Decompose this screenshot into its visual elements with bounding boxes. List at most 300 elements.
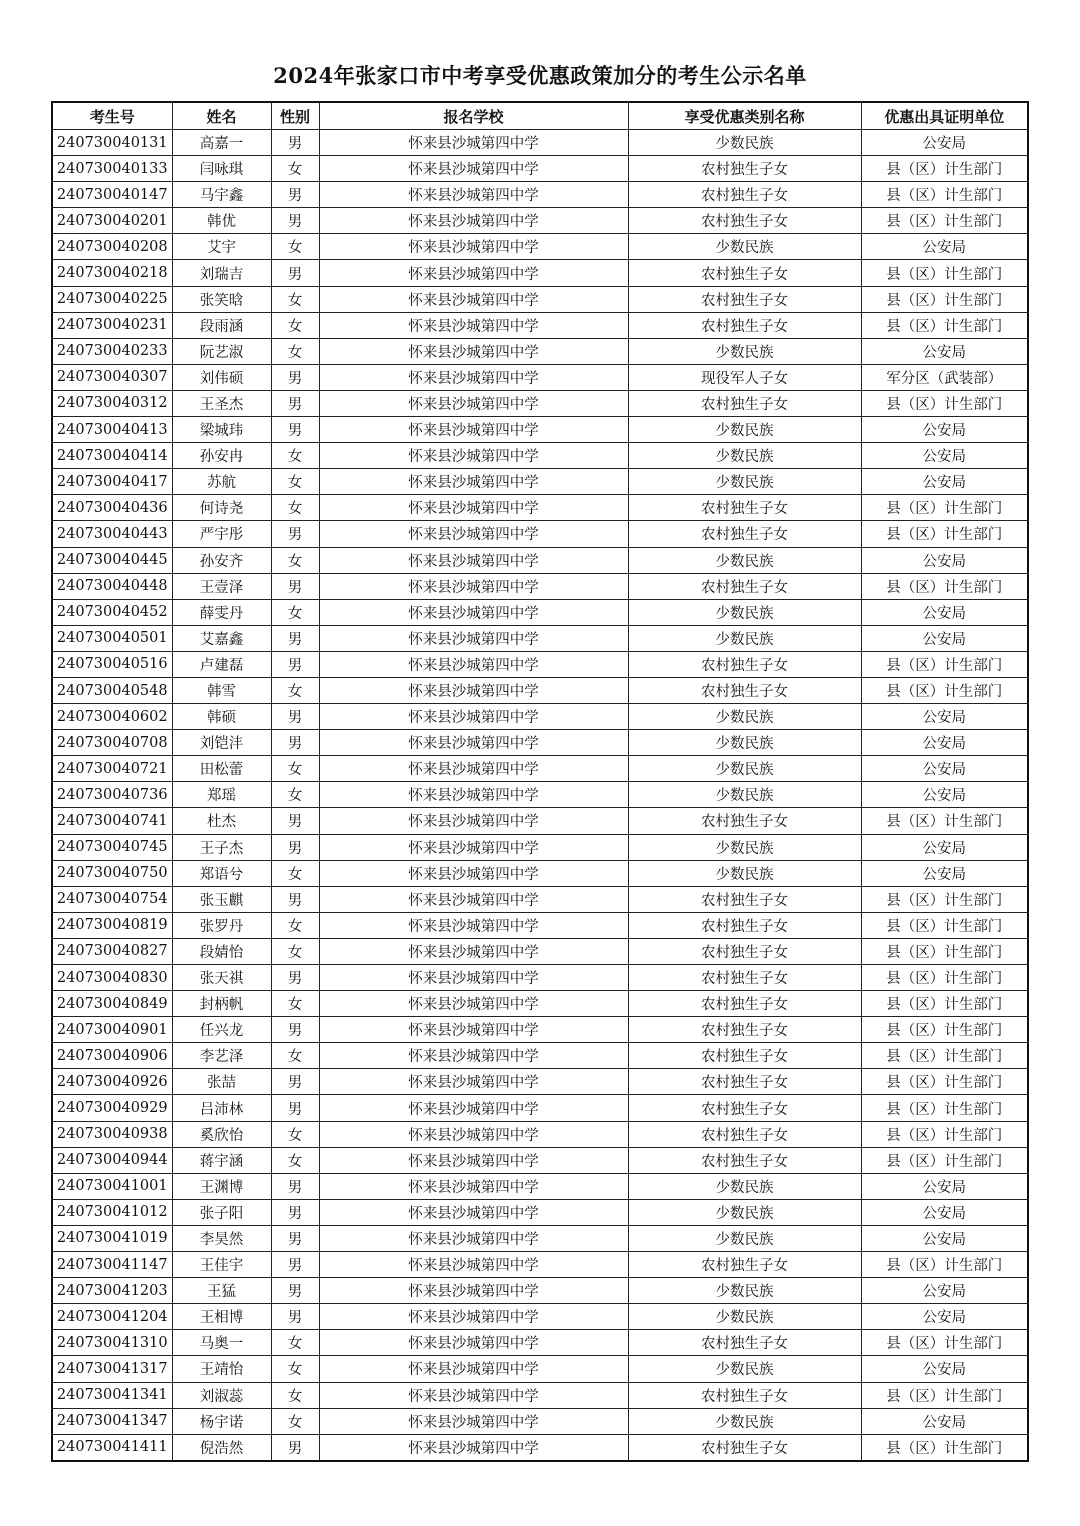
col-header-gender: 性别 [271, 102, 319, 130]
cell-exam-number: 240730040452 [52, 599, 172, 625]
cell-benefit-category: 农村独生子女 [628, 965, 861, 991]
table-row [52, 886, 1028, 912]
cell-school: 怀来县沙城第四中学 [319, 312, 628, 338]
cell-benefit-category: 少数民族 [628, 1173, 861, 1199]
cell-exam-number: 240730040819 [52, 912, 172, 938]
table-row [52, 1147, 1028, 1173]
cell-school: 怀来县沙城第四中学 [319, 364, 628, 390]
table-row [52, 286, 1028, 312]
cell-benefit-category: 农村独生子女 [628, 286, 861, 312]
cell-certifying-unit: 公安局 [861, 1173, 1028, 1199]
cell-gender: 男 [271, 364, 319, 390]
table-row [52, 1356, 1028, 1382]
cell-name: 吕沛林 [172, 1095, 271, 1121]
cell-school: 怀来县沙城第四中学 [319, 1199, 628, 1225]
cell-school: 怀来县沙城第四中学 [319, 1069, 628, 1095]
cell-certifying-unit: 县（区）计生部门 [861, 286, 1028, 312]
cell-school: 怀来县沙城第四中学 [319, 547, 628, 573]
cell-gender: 男 [271, 573, 319, 599]
cell-name: 韩硕 [172, 704, 271, 730]
cell-gender: 男 [271, 208, 319, 234]
cell-school: 怀来县沙城第四中学 [319, 1225, 628, 1251]
cell-benefit-category: 少数民族 [628, 625, 861, 651]
cell-gender: 女 [271, 547, 319, 573]
table-row [52, 130, 1028, 156]
cell-exam-number: 240730040443 [52, 521, 172, 547]
col-header-exam-number: 考生号 [52, 102, 172, 130]
cell-certifying-unit: 县（区）计生部门 [861, 495, 1028, 521]
cell-exam-number: 240730041204 [52, 1304, 172, 1330]
cell-gender: 男 [271, 390, 319, 416]
cell-exam-number: 240730040218 [52, 260, 172, 286]
cell-name: 李昊然 [172, 1225, 271, 1251]
cell-benefit-category: 少数民族 [628, 599, 861, 625]
table-row [52, 938, 1028, 964]
cell-school: 怀来县沙城第四中学 [319, 808, 628, 834]
cell-name: 蒋宇涵 [172, 1147, 271, 1173]
cell-school: 怀来县沙城第四中学 [319, 1356, 628, 1382]
cell-gender: 男 [271, 1252, 319, 1278]
cell-exam-number: 240730040231 [52, 312, 172, 338]
cell-school: 怀来县沙城第四中学 [319, 704, 628, 730]
table-row [52, 1408, 1028, 1434]
cell-name: 杨宇诺 [172, 1408, 271, 1434]
cell-certifying-unit: 县（区）计生部门 [861, 808, 1028, 834]
cell-name: 田松蕾 [172, 756, 271, 782]
cell-exam-number: 240730040750 [52, 860, 172, 886]
cell-certifying-unit: 县（区）计生部门 [861, 677, 1028, 703]
cell-name: 苏航 [172, 469, 271, 495]
table-row [52, 860, 1028, 886]
table-row [52, 312, 1028, 338]
cell-certifying-unit: 县（区）计生部门 [861, 156, 1028, 182]
table-row [52, 443, 1028, 469]
cell-school: 怀来县沙城第四中学 [319, 1252, 628, 1278]
cell-school: 怀来县沙城第四中学 [319, 860, 628, 886]
cell-benefit-category: 农村独生子女 [628, 677, 861, 703]
cell-gender: 男 [271, 417, 319, 443]
cell-exam-number: 240730040721 [52, 756, 172, 782]
cell-gender: 女 [271, 312, 319, 338]
cell-benefit-category: 农村独生子女 [628, 1069, 861, 1095]
cell-name: 刘伟硕 [172, 364, 271, 390]
table-row [52, 756, 1028, 782]
cell-school: 怀来县沙城第四中学 [319, 991, 628, 1017]
cell-name: 张笑晗 [172, 286, 271, 312]
cell-benefit-category: 农村独生子女 [628, 260, 861, 286]
cell-certifying-unit: 公安局 [861, 1408, 1028, 1434]
cell-gender: 女 [271, 991, 319, 1017]
cell-name: 韩雪 [172, 677, 271, 703]
cell-certifying-unit: 县（区）计生部门 [861, 991, 1028, 1017]
cell-exam-number: 240730041147 [52, 1252, 172, 1278]
table-row [52, 234, 1028, 260]
cell-benefit-category: 农村独生子女 [628, 1121, 861, 1147]
cell-name: 张玉麒 [172, 886, 271, 912]
table-row [52, 599, 1028, 625]
table-row [52, 1069, 1028, 1095]
table-row [52, 991, 1028, 1017]
cell-exam-number: 240730040312 [52, 390, 172, 416]
cell-exam-number: 240730041341 [52, 1382, 172, 1408]
cell-benefit-category: 农村独生子女 [628, 1252, 861, 1278]
cell-gender: 男 [271, 1017, 319, 1043]
cell-benefit-category: 少数民族 [628, 756, 861, 782]
cell-exam-number: 240730040147 [52, 182, 172, 208]
cell-certifying-unit: 公安局 [861, 834, 1028, 860]
cell-certifying-unit: 公安局 [861, 547, 1028, 573]
cell-benefit-category: 少数民族 [628, 1225, 861, 1251]
cell-gender: 男 [271, 1173, 319, 1199]
cell-certifying-unit: 县（区）计生部门 [861, 573, 1028, 599]
table-row [52, 1095, 1028, 1121]
cell-school: 怀来县沙城第四中学 [319, 573, 628, 599]
cell-gender: 男 [271, 808, 319, 834]
cell-exam-number: 240730040827 [52, 938, 172, 964]
cell-name: 王渊博 [172, 1173, 271, 1199]
table-row [52, 912, 1028, 938]
cell-certifying-unit: 公安局 [861, 338, 1028, 364]
cell-school: 怀来县沙城第四中学 [319, 938, 628, 964]
cell-exam-number: 240730041019 [52, 1225, 172, 1251]
candidate-table [51, 101, 1029, 1462]
cell-certifying-unit: 公安局 [861, 756, 1028, 782]
cell-gender: 男 [271, 625, 319, 651]
cell-benefit-category: 少数民族 [628, 1408, 861, 1434]
cell-certifying-unit: 县（区）计生部门 [861, 1017, 1028, 1043]
cell-exam-number: 240730041347 [52, 1408, 172, 1434]
table-body [52, 130, 1028, 1461]
cell-exam-number: 240730041310 [52, 1330, 172, 1356]
cell-name: 王圣杰 [172, 390, 271, 416]
cell-benefit-category: 少数民族 [628, 130, 861, 156]
table-row [52, 469, 1028, 495]
cell-exam-number: 240730040501 [52, 625, 172, 651]
cell-gender: 男 [271, 651, 319, 677]
table-row [52, 156, 1028, 182]
cell-certifying-unit: 县（区）计生部门 [861, 1069, 1028, 1095]
cell-benefit-category: 少数民族 [628, 1199, 861, 1225]
cell-benefit-category: 少数民族 [628, 1304, 861, 1330]
cell-school: 怀来县沙城第四中学 [319, 1095, 628, 1121]
cell-name: 马奥一 [172, 1330, 271, 1356]
cell-gender: 男 [271, 704, 319, 730]
cell-name: 封柄帆 [172, 991, 271, 1017]
cell-certifying-unit: 公安局 [861, 730, 1028, 756]
cell-school: 怀来县沙城第四中学 [319, 965, 628, 991]
table-header-row [52, 102, 1028, 130]
cell-exam-number: 240730040602 [52, 704, 172, 730]
cell-gender: 女 [271, 1408, 319, 1434]
table-row [52, 364, 1028, 390]
table-row [52, 1304, 1028, 1330]
table-row [52, 1173, 1028, 1199]
cell-exam-number: 240730040736 [52, 782, 172, 808]
cell-name: 倪浩然 [172, 1434, 271, 1461]
cell-name: 杜杰 [172, 808, 271, 834]
cell-gender: 男 [271, 182, 319, 208]
cell-name: 段婧怡 [172, 938, 271, 964]
cell-school: 怀来县沙城第四中学 [319, 234, 628, 260]
cell-benefit-category: 少数民族 [628, 338, 861, 364]
table-row [52, 1043, 1028, 1069]
cell-exam-number: 240730040938 [52, 1121, 172, 1147]
table-row [52, 1199, 1028, 1225]
cell-exam-number: 240730041012 [52, 1199, 172, 1225]
table-row [52, 260, 1028, 286]
cell-certifying-unit: 公安局 [861, 417, 1028, 443]
table-row [52, 1434, 1028, 1461]
cell-exam-number: 240730040417 [52, 469, 172, 495]
cell-school: 怀来县沙城第四中学 [319, 208, 628, 234]
cell-school: 怀来县沙城第四中学 [319, 1330, 628, 1356]
cell-certifying-unit: 县（区）计生部门 [861, 938, 1028, 964]
cell-school: 怀来县沙城第四中学 [319, 1147, 628, 1173]
cell-certifying-unit: 县（区）计生部门 [861, 886, 1028, 912]
cell-gender: 男 [271, 1095, 319, 1121]
cell-name: 王壹泽 [172, 573, 271, 599]
cell-benefit-category: 农村独生子女 [628, 1095, 861, 1121]
cell-benefit-category: 农村独生子女 [628, 1017, 861, 1043]
table-row [52, 1121, 1028, 1147]
cell-certifying-unit: 县（区）计生部门 [861, 390, 1028, 416]
cell-gender: 男 [271, 886, 319, 912]
cell-name: 薛雯丹 [172, 599, 271, 625]
cell-school: 怀来县沙城第四中学 [319, 834, 628, 860]
cell-benefit-category: 农村独生子女 [628, 938, 861, 964]
cell-certifying-unit: 县（区）计生部门 [861, 965, 1028, 991]
cell-exam-number: 240730041203 [52, 1278, 172, 1304]
cell-gender: 女 [271, 1147, 319, 1173]
cell-certifying-unit: 县（区）计生部门 [861, 1382, 1028, 1408]
cell-school: 怀来县沙城第四中学 [319, 417, 628, 443]
cell-school: 怀来县沙城第四中学 [319, 469, 628, 495]
table-row [52, 677, 1028, 703]
cell-gender: 女 [271, 912, 319, 938]
cell-exam-number: 240730041001 [52, 1173, 172, 1199]
cell-benefit-category: 农村独生子女 [628, 156, 861, 182]
cell-benefit-category: 农村独生子女 [628, 495, 861, 521]
cell-certifying-unit: 县（区）计生部门 [861, 1121, 1028, 1147]
cell-exam-number: 240730041317 [52, 1356, 172, 1382]
cell-certifying-unit: 县（区）计生部门 [861, 1434, 1028, 1461]
cell-certifying-unit: 县（区）计生部门 [861, 912, 1028, 938]
cell-gender: 女 [271, 286, 319, 312]
cell-gender: 男 [271, 1278, 319, 1304]
cell-certifying-unit: 公安局 [861, 704, 1028, 730]
table-row [52, 495, 1028, 521]
cell-certifying-unit: 公安局 [861, 625, 1028, 651]
cell-exam-number: 240730040436 [52, 495, 172, 521]
table-row [52, 1330, 1028, 1356]
table-row [52, 182, 1028, 208]
cell-exam-number: 240730040926 [52, 1069, 172, 1095]
cell-certifying-unit: 公安局 [861, 1356, 1028, 1382]
cell-benefit-category: 农村独生子女 [628, 991, 861, 1017]
cell-school: 怀来县沙城第四中学 [319, 338, 628, 364]
cell-name: 韩优 [172, 208, 271, 234]
cell-school: 怀来县沙城第四中学 [319, 912, 628, 938]
cell-exam-number: 240730040414 [52, 443, 172, 469]
table-row [52, 1278, 1028, 1304]
cell-name: 王佳宇 [172, 1252, 271, 1278]
cell-school: 怀来县沙城第四中学 [319, 1173, 628, 1199]
cell-exam-number: 240730040445 [52, 547, 172, 573]
cell-certifying-unit: 县（区）计生部门 [861, 1095, 1028, 1121]
table-row [52, 625, 1028, 651]
cell-gender: 女 [271, 443, 319, 469]
cell-benefit-category: 少数民族 [628, 547, 861, 573]
cell-school: 怀来县沙城第四中学 [319, 625, 628, 651]
cell-certifying-unit: 县（区）计生部门 [861, 1252, 1028, 1278]
cell-gender: 女 [271, 156, 319, 182]
cell-gender: 女 [271, 677, 319, 703]
cell-school: 怀来县沙城第四中学 [319, 1017, 628, 1043]
cell-certifying-unit: 公安局 [861, 782, 1028, 808]
cell-name: 刘淑蕊 [172, 1382, 271, 1408]
cell-school: 怀来县沙城第四中学 [319, 130, 628, 156]
cell-benefit-category: 少数民族 [628, 1278, 861, 1304]
cell-name: 高嘉一 [172, 130, 271, 156]
cell-certifying-unit: 军分区（武装部） [861, 364, 1028, 390]
cell-gender: 男 [271, 730, 319, 756]
cell-benefit-category: 少数民族 [628, 730, 861, 756]
cell-certifying-unit: 公安局 [861, 130, 1028, 156]
cell-gender: 女 [271, 938, 319, 964]
cell-benefit-category: 农村独生子女 [628, 182, 861, 208]
cell-benefit-category: 农村独生子女 [628, 1382, 861, 1408]
cell-name: 马宇鑫 [172, 182, 271, 208]
cell-exam-number: 240730040307 [52, 364, 172, 390]
cell-exam-number: 240730040208 [52, 234, 172, 260]
table-row [52, 808, 1028, 834]
cell-exam-number: 240730040830 [52, 965, 172, 991]
cell-school: 怀来县沙城第四中学 [319, 1382, 628, 1408]
cell-certifying-unit: 公安局 [861, 1304, 1028, 1330]
cell-gender: 女 [271, 234, 319, 260]
cell-benefit-category: 现役军人子女 [628, 364, 861, 390]
cell-benefit-category: 农村独生子女 [628, 1434, 861, 1461]
cell-name: 刘铠沣 [172, 730, 271, 756]
cell-name: 李艺泽 [172, 1043, 271, 1069]
cell-certifying-unit: 县（区）计生部门 [861, 1330, 1028, 1356]
cell-certifying-unit: 县（区）计生部门 [861, 182, 1028, 208]
cell-name: 段雨涵 [172, 312, 271, 338]
cell-school: 怀来县沙城第四中学 [319, 886, 628, 912]
cell-name: 任兴龙 [172, 1017, 271, 1043]
col-header-certifying-unit: 优惠出具证明单位 [861, 102, 1028, 130]
cell-school: 怀来县沙城第四中学 [319, 182, 628, 208]
cell-gender: 女 [271, 599, 319, 625]
table-row [52, 965, 1028, 991]
cell-school: 怀来县沙城第四中学 [319, 730, 628, 756]
cell-benefit-category: 少数民族 [628, 234, 861, 260]
table-row [52, 521, 1028, 547]
cell-school: 怀来县沙城第四中学 [319, 651, 628, 677]
cell-gender: 男 [271, 834, 319, 860]
cell-benefit-category: 农村独生子女 [628, 573, 861, 599]
cell-certifying-unit: 公安局 [861, 234, 1028, 260]
cell-exam-number: 240730040448 [52, 573, 172, 599]
cell-benefit-category: 农村独生子女 [628, 1043, 861, 1069]
cell-exam-number: 240730040413 [52, 417, 172, 443]
table-row [52, 208, 1028, 234]
cell-name: 孙安冉 [172, 443, 271, 469]
cell-gender: 男 [271, 1434, 319, 1461]
cell-gender: 女 [271, 1382, 319, 1408]
cell-exam-number: 240730040548 [52, 677, 172, 703]
cell-name: 严宇彤 [172, 521, 271, 547]
cell-name: 闫咏琪 [172, 156, 271, 182]
cell-gender: 女 [271, 495, 319, 521]
cell-name: 王猛 [172, 1278, 271, 1304]
cell-school: 怀来县沙城第四中学 [319, 443, 628, 469]
cell-school: 怀来县沙城第四中学 [319, 390, 628, 416]
cell-name: 张子阳 [172, 1199, 271, 1225]
cell-school: 怀来县沙城第四中学 [319, 1408, 628, 1434]
col-header-benefit-category: 享受优惠类别名称 [628, 102, 861, 130]
cell-exam-number: 240730040906 [52, 1043, 172, 1069]
table-row [52, 1225, 1028, 1251]
table-row [52, 730, 1028, 756]
cell-school: 怀来县沙城第四中学 [319, 1121, 628, 1147]
table-row [52, 417, 1028, 443]
cell-exam-number: 240730040225 [52, 286, 172, 312]
cell-name: 王相博 [172, 1304, 271, 1330]
cell-certifying-unit: 公安局 [861, 469, 1028, 495]
table-row [52, 1017, 1028, 1043]
cell-exam-number: 240730040133 [52, 156, 172, 182]
cell-school: 怀来县沙城第四中学 [319, 756, 628, 782]
cell-certifying-unit: 公安局 [861, 443, 1028, 469]
cell-certifying-unit: 县（区）计生部门 [861, 1147, 1028, 1173]
cell-gender: 男 [271, 130, 319, 156]
cell-certifying-unit: 县（区）计生部门 [861, 1043, 1028, 1069]
cell-gender: 女 [271, 1121, 319, 1147]
table-row [52, 547, 1028, 573]
cell-certifying-unit: 县（区）计生部门 [861, 312, 1028, 338]
cell-gender: 女 [271, 1356, 319, 1382]
cell-exam-number: 240730040901 [52, 1017, 172, 1043]
cell-benefit-category: 少数民族 [628, 834, 861, 860]
table-row [52, 573, 1028, 599]
cell-certifying-unit: 公安局 [861, 1225, 1028, 1251]
cell-benefit-category: 少数民族 [628, 469, 861, 495]
cell-name: 张罗丹 [172, 912, 271, 938]
cell-exam-number: 240730041411 [52, 1434, 172, 1461]
cell-benefit-category: 农村独生子女 [628, 1330, 861, 1356]
cell-name: 王靖怡 [172, 1356, 271, 1382]
cell-gender: 男 [271, 1225, 319, 1251]
cell-exam-number: 240730040745 [52, 834, 172, 860]
cell-benefit-category: 少数民族 [628, 704, 861, 730]
cell-exam-number: 240730040131 [52, 130, 172, 156]
cell-exam-number: 240730040201 [52, 208, 172, 234]
cell-gender: 男 [271, 965, 319, 991]
cell-exam-number: 240730040754 [52, 886, 172, 912]
cell-gender: 男 [271, 1304, 319, 1330]
cell-certifying-unit: 县（区）计生部门 [861, 260, 1028, 286]
cell-name: 王子杰 [172, 834, 271, 860]
cell-school: 怀来县沙城第四中学 [319, 1304, 628, 1330]
table-row [52, 1382, 1028, 1408]
cell-exam-number: 240730040708 [52, 730, 172, 756]
cell-school: 怀来县沙城第四中学 [319, 495, 628, 521]
table-row [52, 338, 1028, 364]
cell-gender: 女 [271, 338, 319, 364]
cell-name: 刘瑞吉 [172, 260, 271, 286]
cell-name: 张喆 [172, 1069, 271, 1095]
